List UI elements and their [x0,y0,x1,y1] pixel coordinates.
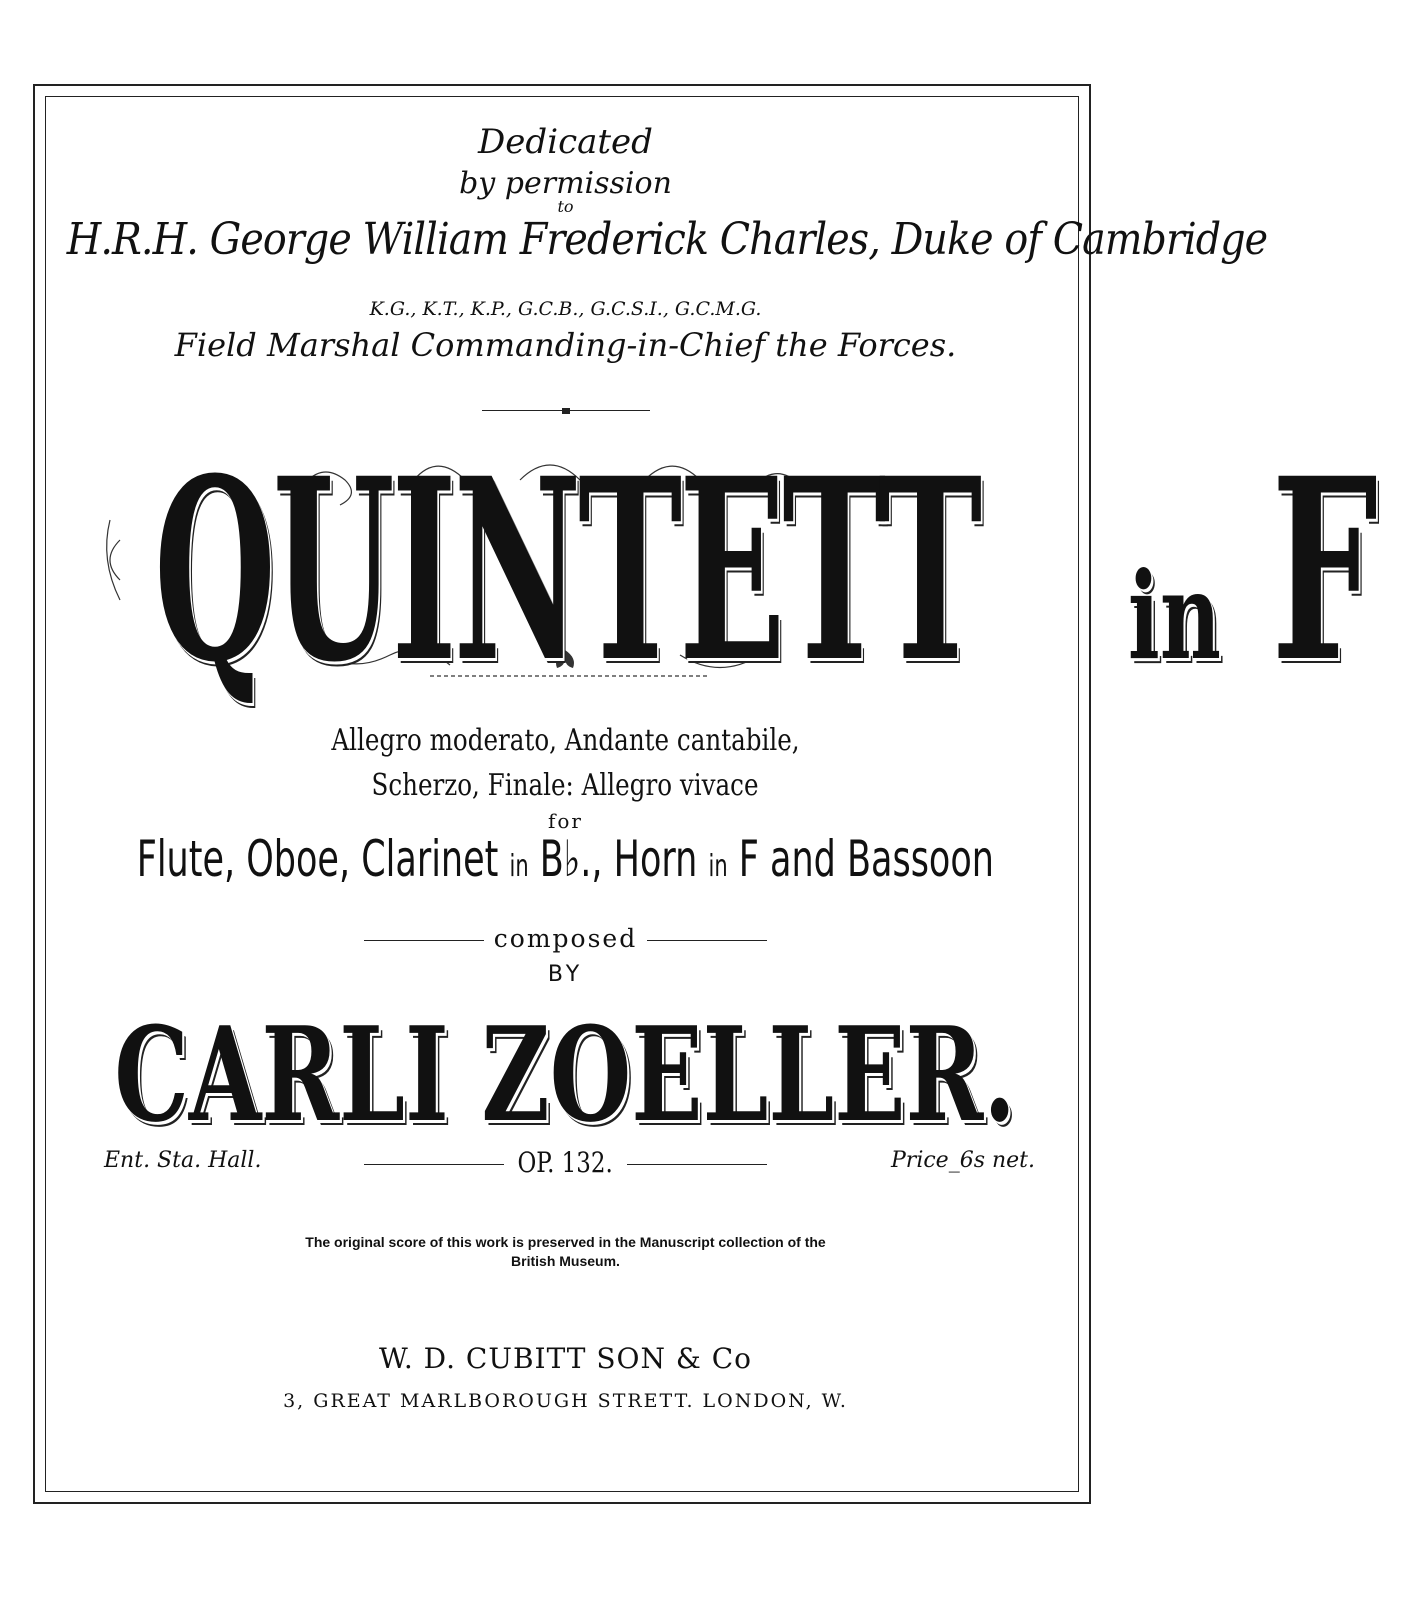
dedicatee-text: H.R.H. George William Frederick Charles, Duke of Cambridge [66,214,1268,265]
instrumentation [0,830,1131,888]
for-label: for [547,809,583,833]
dedicatee [0,214,1268,265]
movements-line2 [0,768,1131,803]
instr-bflat: B♭., [528,830,614,888]
title-word: QUINTETT [154,423,979,717]
instr-in1: in [509,849,529,884]
composed-row [0,924,1131,953]
movements-line2-text: Scherzo, Finale: Allegro vivace [371,768,760,803]
dedication-line2: by permission [459,166,672,201]
entry-stationers-hall: Ent. Sta. Hall. [104,1148,262,1173]
opus-number: OP. 132. [517,1146,614,1179]
instr-in2: in [708,849,728,884]
instr-horn: Horn [613,830,709,888]
ornament-rule-top [0,400,1131,419]
publisher-name: W. D. CUBITT SON & Co [378,1342,752,1375]
publisher-address: 3, GREAT MARLBOROUGH STRETT. LONDON, W. [283,1390,848,1412]
movements-line1 [0,723,1131,758]
by-label: BY [547,962,584,987]
composer-name: CARLI ZOELLER. [114,998,1017,1151]
instr-part1: Flute, Oboe, Clarinet [136,830,510,888]
dedication-line3: to [557,197,574,216]
office: Field Marshal Commanding-in-Chief the Forces. [174,326,957,364]
title-connector: in [1128,546,1222,687]
instrumentation-line [137,830,994,888]
composed-label: composed [493,924,638,953]
movements-line1-text: Allegro moderato, Andante cantabile, [331,723,800,758]
composer-row [0,1000,1131,1150]
price: Price_6s net. [891,1148,1035,1173]
note-line2: British Museum. [511,1253,620,1269]
honours: K.G., K.T., K.P., G.C.B., G.C.S.I., G.C.M.G. [369,298,762,320]
dedication-line1: Dedicated [478,122,653,162]
instr-rest: F and Bassoon [727,830,995,888]
note-line1: The original score of this work is preserved in the Manuscript collection of the [305,1234,826,1250]
title-key: F [1271,423,1379,717]
title-block [0,420,1379,720]
